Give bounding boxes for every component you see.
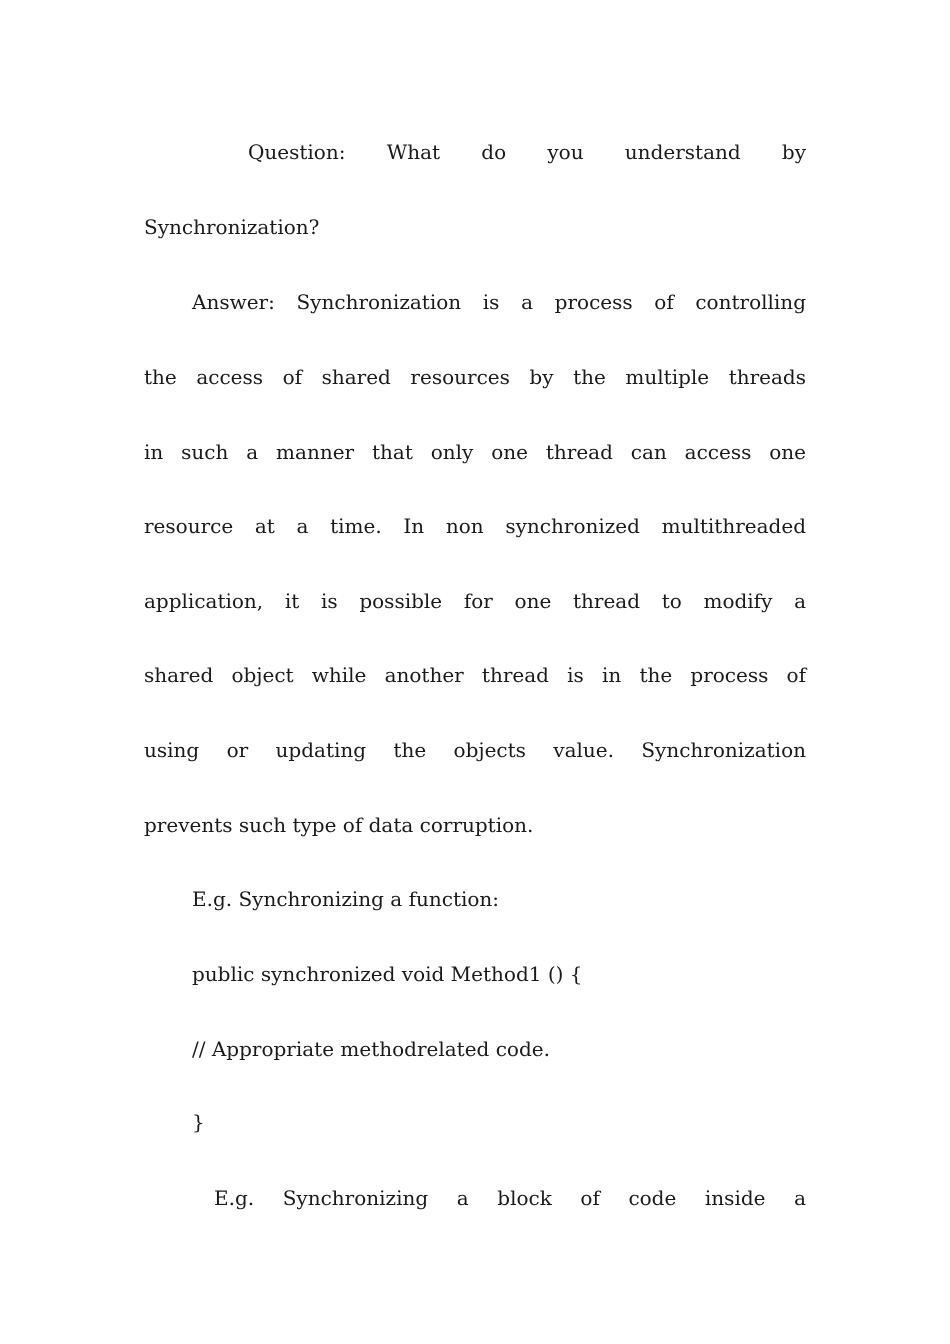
- answer-line: using or updating the objects value. Synchronization: [144, 738, 806, 762]
- answer-line: prevents such type of data corruption.: [144, 813, 534, 837]
- code-line: public synchronized void Method1 () {: [192, 962, 583, 986]
- example-label: E.g. Synchronizing a block of code inside a: [214, 1186, 806, 1210]
- code-line: // Appropriate methodrelated code.: [192, 1037, 550, 1061]
- answer-line: in such a manner that only one thread can access one: [144, 440, 806, 464]
- code-line: }: [192, 1110, 205, 1134]
- answer-line: application, it is possible for one thread to modify a: [144, 589, 806, 613]
- answer-line: Answer: Synchronization is a process of controlling: [192, 290, 806, 314]
- question-line-2: Synchronization?: [144, 215, 320, 239]
- question-line-1: Question: What do you understand by: [248, 140, 806, 164]
- answer-line: the access of shared resources by the multiple threads: [144, 365, 806, 389]
- example-label: E.g. Synchronizing a function:: [192, 887, 500, 911]
- answer-line: resource at a time. In non synchronized multithreaded: [144, 514, 806, 538]
- answer-line: shared object while another thread is in the process of: [144, 663, 806, 687]
